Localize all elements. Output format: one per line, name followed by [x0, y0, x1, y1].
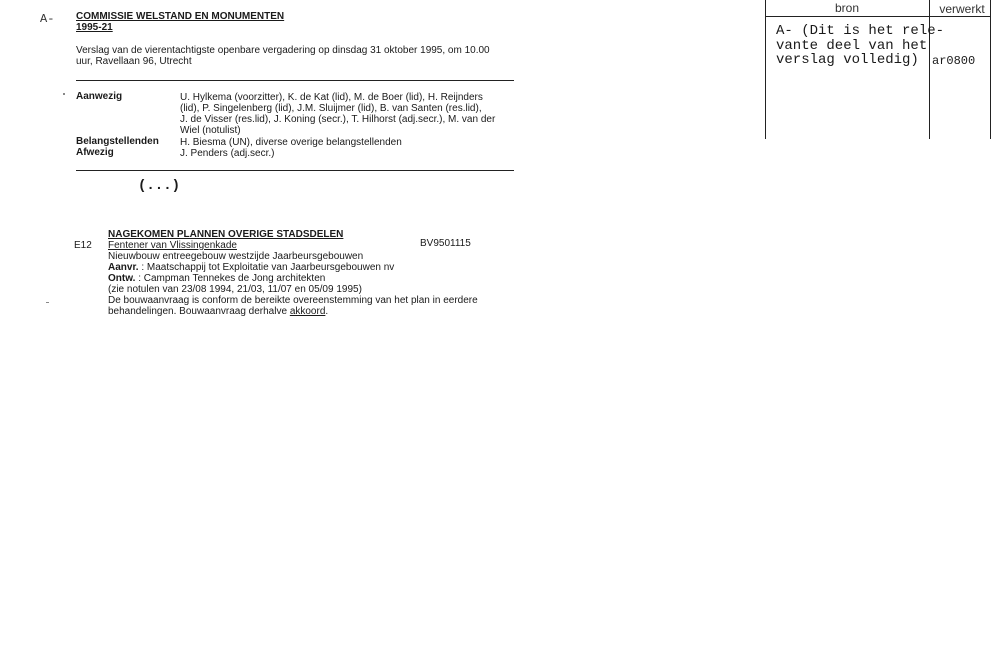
divider-bottom	[76, 170, 514, 171]
applicant-value: : Maatschappij tot Exploitatie van Jaarbeursgebouwen nv	[141, 262, 395, 273]
column-header-bron: bron	[834, 1, 860, 15]
item-description: Nieuwbouw entreegebouw westzijde Jaarbeursgebouwen	[108, 251, 364, 262]
section-title: NAGEKOMEN PLANNEN OVERIGE STADSDELEN	[108, 229, 344, 240]
absent-value: J. Penders (adj.secr.)	[180, 148, 275, 159]
conclusion-line-1: De bouwaanvraag is conform de bereikte overeenstemming van het plan in eerdere	[108, 295, 478, 306]
item-reference: BV9501115	[420, 238, 471, 249]
archive-code: ar0800	[932, 54, 976, 68]
column-header-verwerkt: verwerkt	[939, 2, 985, 16]
conclusion-prefix: behandelingen. Bouwaanvraag derhalve	[108, 306, 290, 317]
present-line-3: J. de Visser (res.lid), J. Koning (secr.), T. Hilhorst (adj.secr.), M. van der	[180, 114, 496, 125]
scan-speck	[46, 302, 49, 303]
applicant-row	[108, 262, 394, 273]
notes-reference: (zie notulen van 23/08 1994, 21/03, 11/07 en 05/09 1995)	[108, 284, 362, 295]
table-left-border	[765, 0, 766, 139]
present-line-1: U. Hylkema (voorzitter), K. de Kat (lid), M. de Boer (lid), H. Reijnders	[180, 92, 483, 103]
note-line-3: verslag volledig)	[776, 52, 919, 68]
table-right-border	[990, 0, 991, 139]
conclusion-akkoord: akkoord	[289, 306, 326, 317]
absent-label: Afwezig	[76, 147, 114, 158]
applicant-label: Aanvr.	[108, 262, 139, 273]
present-line-2: (lid), P. Singelenberg (lid), J.M. Sluijmer (lid), B. van Santen (res.lid),	[180, 103, 482, 114]
scan-speck	[63, 93, 65, 95]
conclusion-suffix: .	[325, 306, 329, 317]
margin-marker: A-	[40, 12, 55, 26]
present-label: Aanwezig	[76, 91, 123, 102]
report-line-1: Verslag van de vierentachtigste openbare vergadering op dinsdag 31 oktober 1995, om 10.00	[76, 45, 490, 56]
present-line-4: Wiel (notulist)	[180, 125, 241, 136]
note-line-2: vante deel van het	[776, 38, 928, 54]
designer-label: Ontw.	[108, 273, 136, 284]
stakeholders-label: Belangstellenden	[76, 136, 159, 147]
divider-top	[76, 80, 514, 81]
commission-code: 1995-21	[76, 22, 113, 33]
designer-value: : Campman Tennekes de Jong architekten	[138, 273, 326, 284]
conclusion-line-2	[108, 306, 328, 317]
item-id: E12	[74, 240, 92, 251]
table-divider	[929, 0, 930, 139]
note-line-1: A- (Dit is het rele-	[776, 23, 945, 39]
stakeholders-value: H. Biesma (UN), diverse overige belangstellenden	[180, 137, 402, 148]
report-line-2: uur, Ravellaan 96, Utrecht	[76, 56, 192, 67]
designer-row	[108, 273, 325, 284]
table-header-rule	[765, 16, 991, 17]
ellipsis: (...)	[138, 178, 181, 194]
item-location: Fentener van Vlissingenkade	[108, 240, 237, 251]
commission-title: COMMISSIE WELSTAND EN MONUMENTEN	[76, 11, 285, 22]
